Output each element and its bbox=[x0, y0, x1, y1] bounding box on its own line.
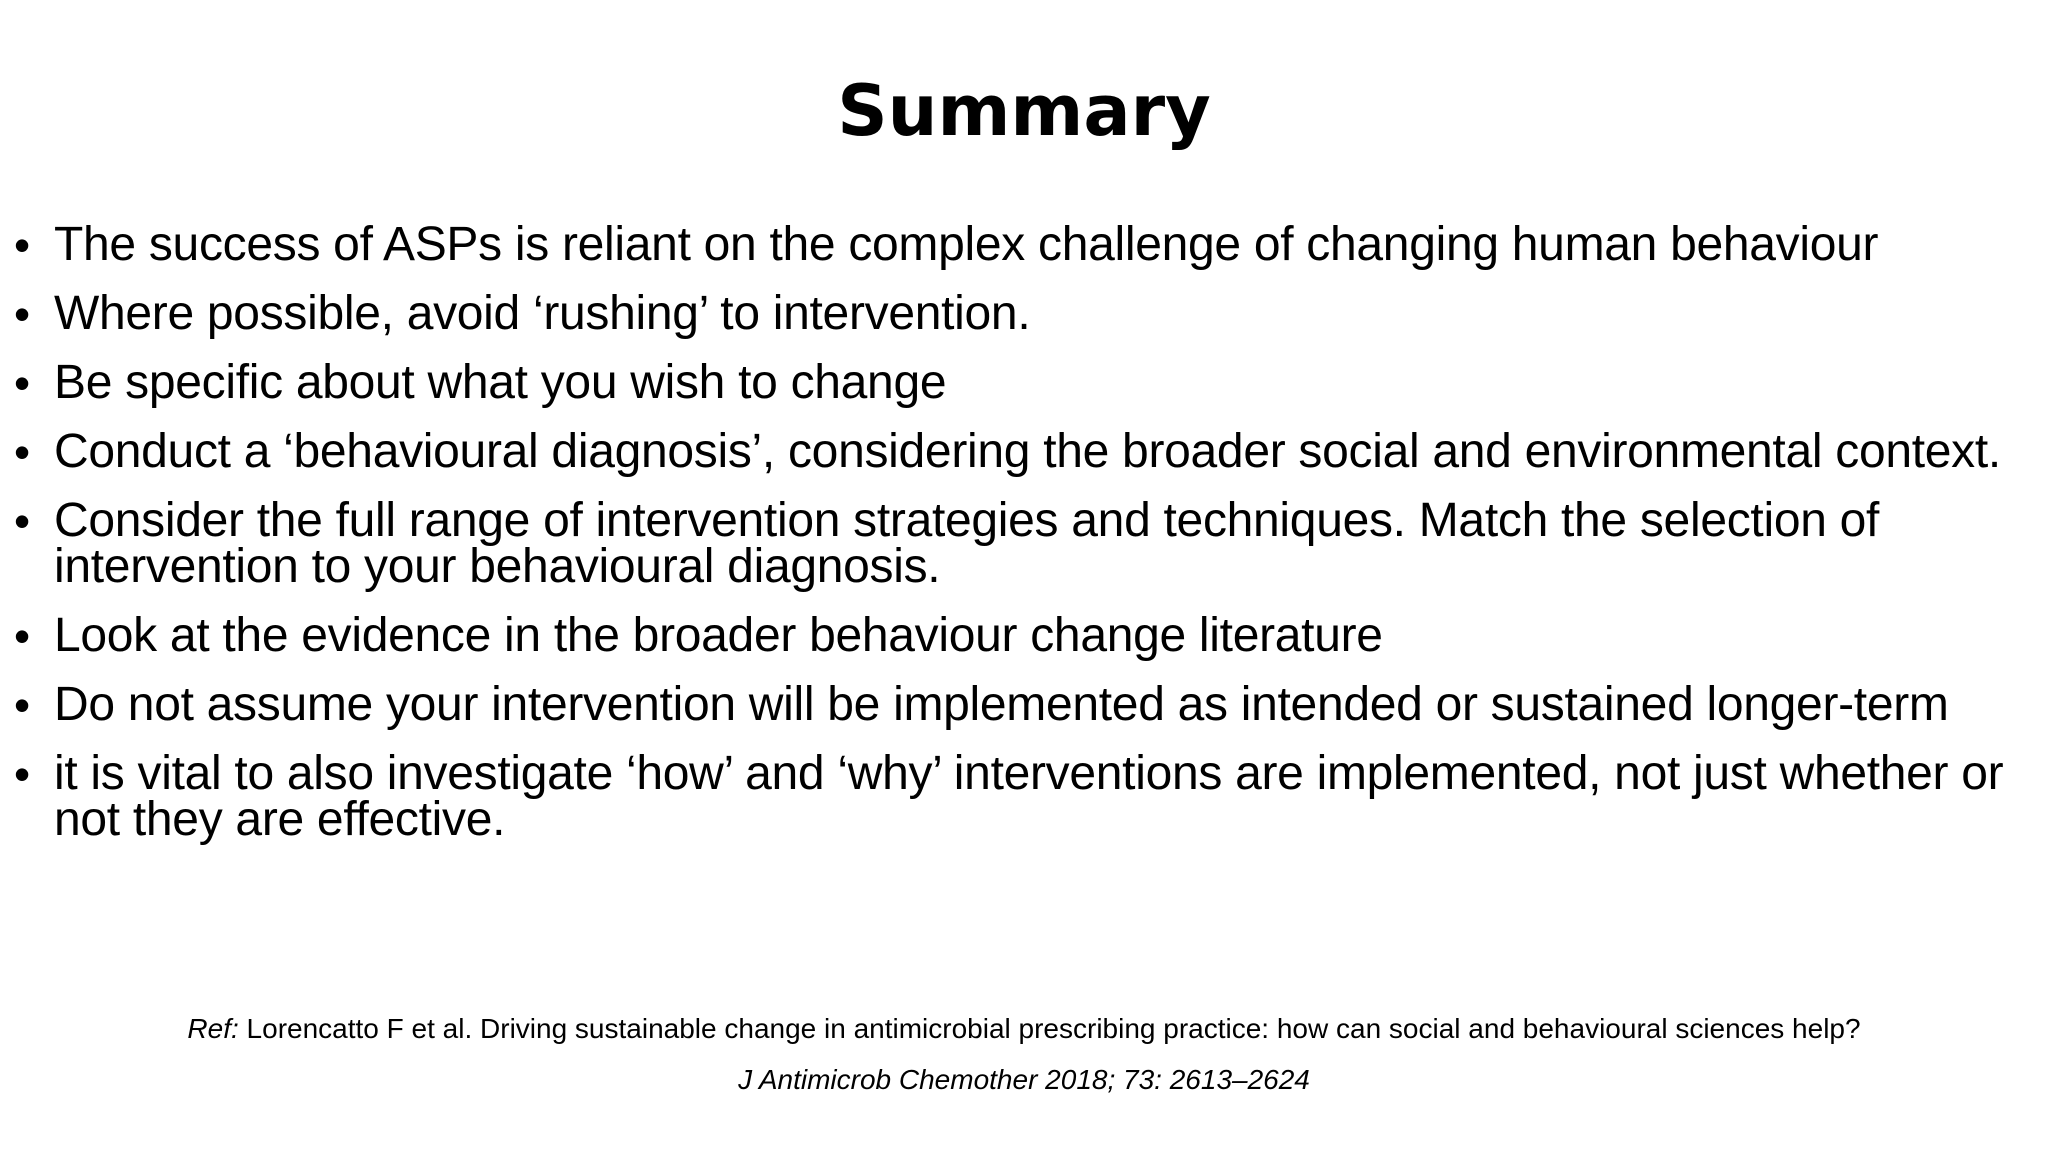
list-item bbox=[14, 356, 2048, 409]
list-item bbox=[14, 747, 2048, 846]
slide-title: Summary bbox=[837, 70, 1211, 152]
bullet-text: Be specific about what you wish to change bbox=[54, 356, 947, 409]
reference-text: Lorencatto F et al. Driving sustainable change in antimicrobial prescribing practice: how can social and behavioural sciences help? bbox=[238, 1013, 1861, 1044]
list-item bbox=[14, 425, 2048, 478]
bullet-text: Do not assume your intervention will be implemented as intended or sustained longer-term bbox=[54, 678, 1949, 731]
bullet-icon: • bbox=[14, 288, 31, 340]
bullet-text: The success of ASPs is reliant on the complex challenge of changing human behaviour bbox=[54, 218, 1879, 271]
bullet-icon: • bbox=[14, 357, 31, 409]
bullet-text: it is vital to also investigate ‘how’ and ‘why’ interventions are implemented, not just whether or not they are effective. bbox=[54, 747, 2004, 846]
bullet-icon: • bbox=[14, 219, 31, 271]
list-item bbox=[14, 287, 2048, 340]
bullet-text: Conduct a ‘behavioural diagnosis’, considering the broader social and environmental context. bbox=[54, 425, 2001, 478]
list-item bbox=[14, 678, 2048, 731]
list-item bbox=[14, 218, 2048, 271]
reference-citation bbox=[0, 1012, 2048, 1046]
reference-label: Ref: bbox=[187, 1013, 239, 1044]
list-item bbox=[14, 494, 2048, 593]
bullet-icon: • bbox=[14, 610, 31, 662]
bullet-icon: • bbox=[14, 748, 31, 800]
reference-journal: J Antimicrob Chemother 2018; 73: 2613–2624 bbox=[738, 1064, 1310, 1095]
bullet-list bbox=[14, 218, 2048, 866]
bullet-text: Look at the evidence in the broader behaviour change literature bbox=[54, 609, 1383, 662]
list-item bbox=[14, 609, 2048, 662]
bullet-text: Consider the full range of intervention strategies and techniques. Match the selection of intervention to your behavioural diagnosis. bbox=[54, 494, 1880, 593]
bullet-text: Where possible, avoid ‘rushing’ to intervention. bbox=[54, 287, 1031, 340]
bullet-icon: • bbox=[14, 679, 31, 731]
bullet-icon: • bbox=[14, 495, 31, 547]
bullet-icon: • bbox=[14, 426, 31, 478]
